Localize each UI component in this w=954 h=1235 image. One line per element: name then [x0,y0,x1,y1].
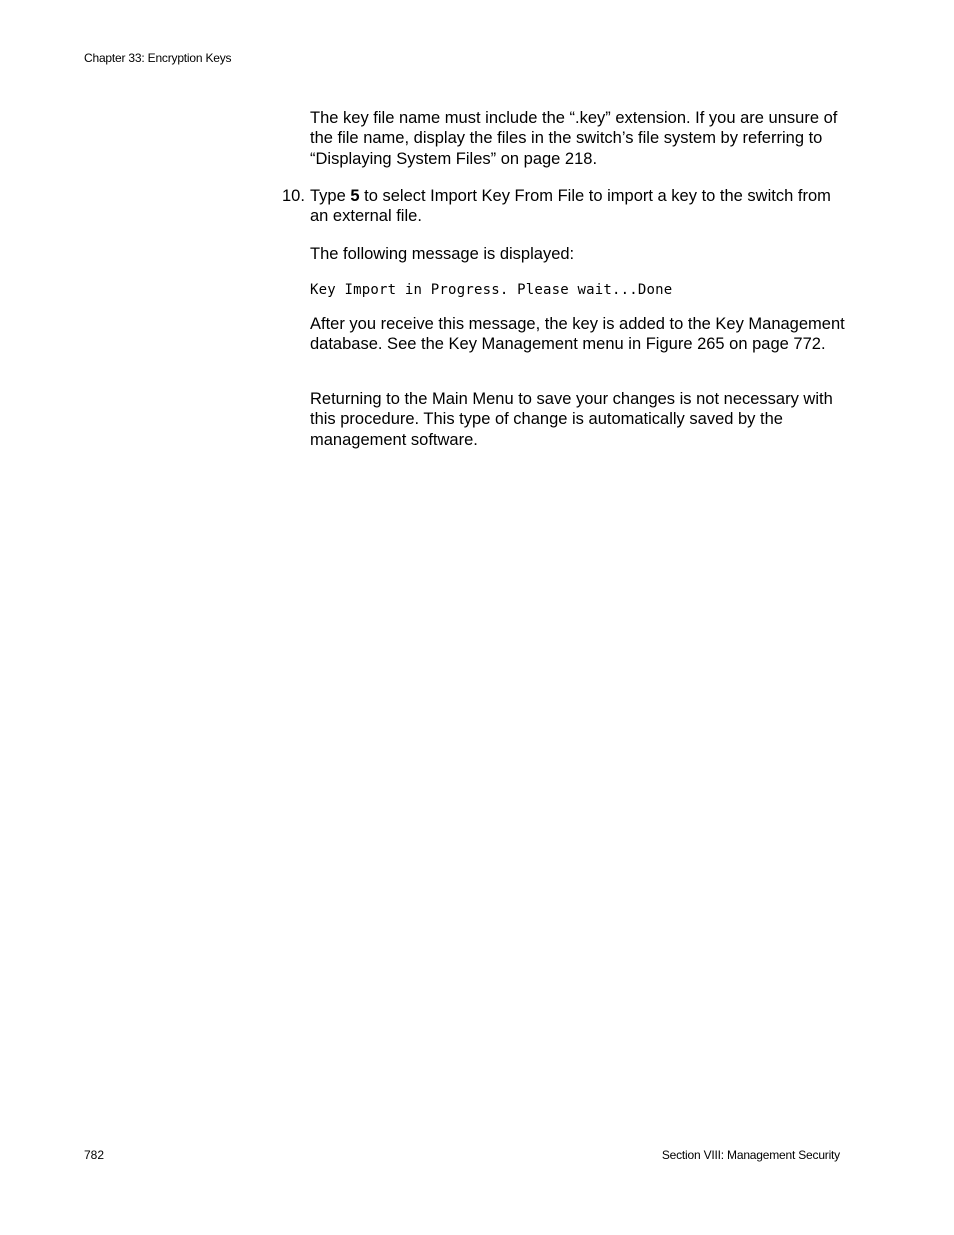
intro-paragraph: The key file name must include the “.key” extension. If you are unsure of the file name, display the files in the switch’s file system by referring to “Displaying System Files” on page 218. [310,109,838,168]
step-text-after: to select Import Key From File to import a key to the switch from an external file. [310,187,831,226]
running-header-chapter: Chapter 33: Encryption Keys [84,51,232,65]
returning-paragraph: Returning to the Main Menu to save your changes is not necessary with this procedure. This type of change is automatically saved by the management software. [310,390,833,449]
footer-page-number: 782 [84,1148,105,1162]
message-intro: The following message is displayed: [310,245,575,263]
code-message: Key Import in Progress. Please wait...Done [310,282,673,298]
footer-section-title: Section VIII: Management Security [661,1148,840,1162]
step-text-before: Type [310,187,351,205]
step-paragraph [310,186,850,227]
step-key: 5 [350,187,360,205]
after-paragraph: After you receive this message, the key is added to the Key Management database. See the Key Management menu in Figure 265 on page 772. [310,315,845,354]
step-number: 10. [282,187,305,205]
